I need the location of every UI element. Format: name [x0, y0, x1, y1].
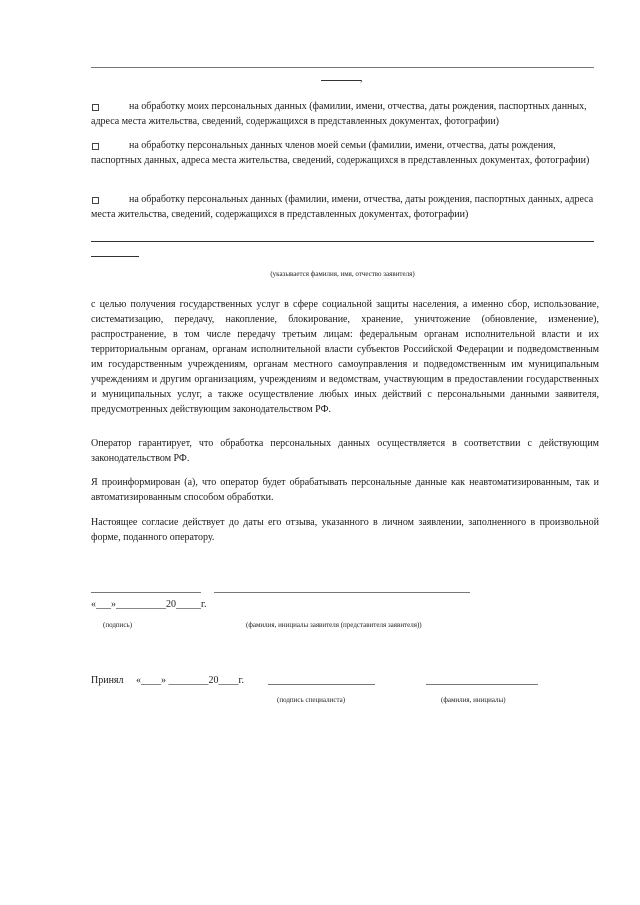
- applicant-name-line-short[interactable]: [91, 256, 139, 257]
- title-blank: [321, 80, 361, 81]
- consent-option-text: на обработку моих персональных данных (фамилии, имени, отчества, даты рождения, паспортных данных, адреса места жительства, сведений, содержащихся в представленных документах, фотографии): [91, 101, 587, 127]
- consent-option-item: [91, 99, 596, 129]
- applicant-name-signature-caption: (фамилия, инициалы заявителя (представителя заявителя)): [246, 621, 422, 629]
- consent-option-item: [91, 192, 596, 222]
- consent-option-item: [91, 138, 596, 168]
- accepted-label: Принял: [91, 675, 124, 686]
- applicant-signature-line[interactable]: [91, 592, 201, 593]
- accepted-date-line: «____» ________20____г.: [136, 675, 244, 686]
- specialist-name-caption: (фамилия, инициалы): [441, 696, 506, 704]
- guarantee-paragraph: Оператор гарантирует, что обработка персональных данных осуществляется в соответствии с действующим законодательством РФ.: [91, 438, 599, 464]
- consent-option-text: на обработку персональных данных членов моей семьи (фамилии, имени, отчества, даты рождения, паспортных данных, адреса места жительства, сведений, содержащихся в представленных документах, фотографии): [91, 140, 590, 166]
- specialist-signature-line[interactable]: [268, 684, 375, 685]
- informed-paragraph: Я проинформирован (а), что оператор будет обрабатывать персональные данные как неавтоматизированным, так и автоматизированным способом обработки.: [91, 477, 599, 503]
- purpose-paragraph: с целью получения государственных услуг в сфере социальной защиты населения, а именно сбор, использование, систематизацию, передачу, накопление, блокирование, хранение, уничтожение (обновление, изменение), распространение, в том числе передачу третьим лицам: федеральным органам исполнительной власти и их территориальным органам, органам исполнительной власти субъектов Российской Федерации и подведомственным им государственным учреждениям, органам местного самоуправления и подведомственным им муниципальным учреждениям и другим организациям, учреждениям и ведомствам, участвующим в предоставлении государственных и муниципальных услуг, а также осуществление любых иных действий с персональными данными заявителя, предусмотренных действующим законодательством РФ.: [91, 299, 599, 415]
- signature-caption: (подпись): [103, 621, 133, 629]
- consent-option-text: на обработку персональных данных (фамилии, имени, отчества, даты рождения, паспортных данных, адреса места жительства, сведений, содержащихся в представленных документах, фотографии): [91, 194, 594, 220]
- top-rule: [91, 67, 594, 68]
- applicant-date-line: «___»__________20_____г.: [91, 599, 207, 610]
- specialist-name-line[interactable]: [426, 684, 538, 685]
- validity-paragraph: Настоящее согласие действует до даты его отзыва, указанного в личном заявлении, заполненного в произвольной форме, поданного оператору.: [91, 517, 599, 543]
- applicant-name-caption: (указывается фамилия, имя, отчество заявителя): [270, 270, 415, 278]
- applicant-name-line[interactable]: [91, 241, 594, 242]
- title-blank-comma: ,: [360, 73, 363, 84]
- applicant-name-signature-line[interactable]: [214, 592, 470, 593]
- specialist-signature-caption: (подпись специалиста): [277, 696, 346, 704]
